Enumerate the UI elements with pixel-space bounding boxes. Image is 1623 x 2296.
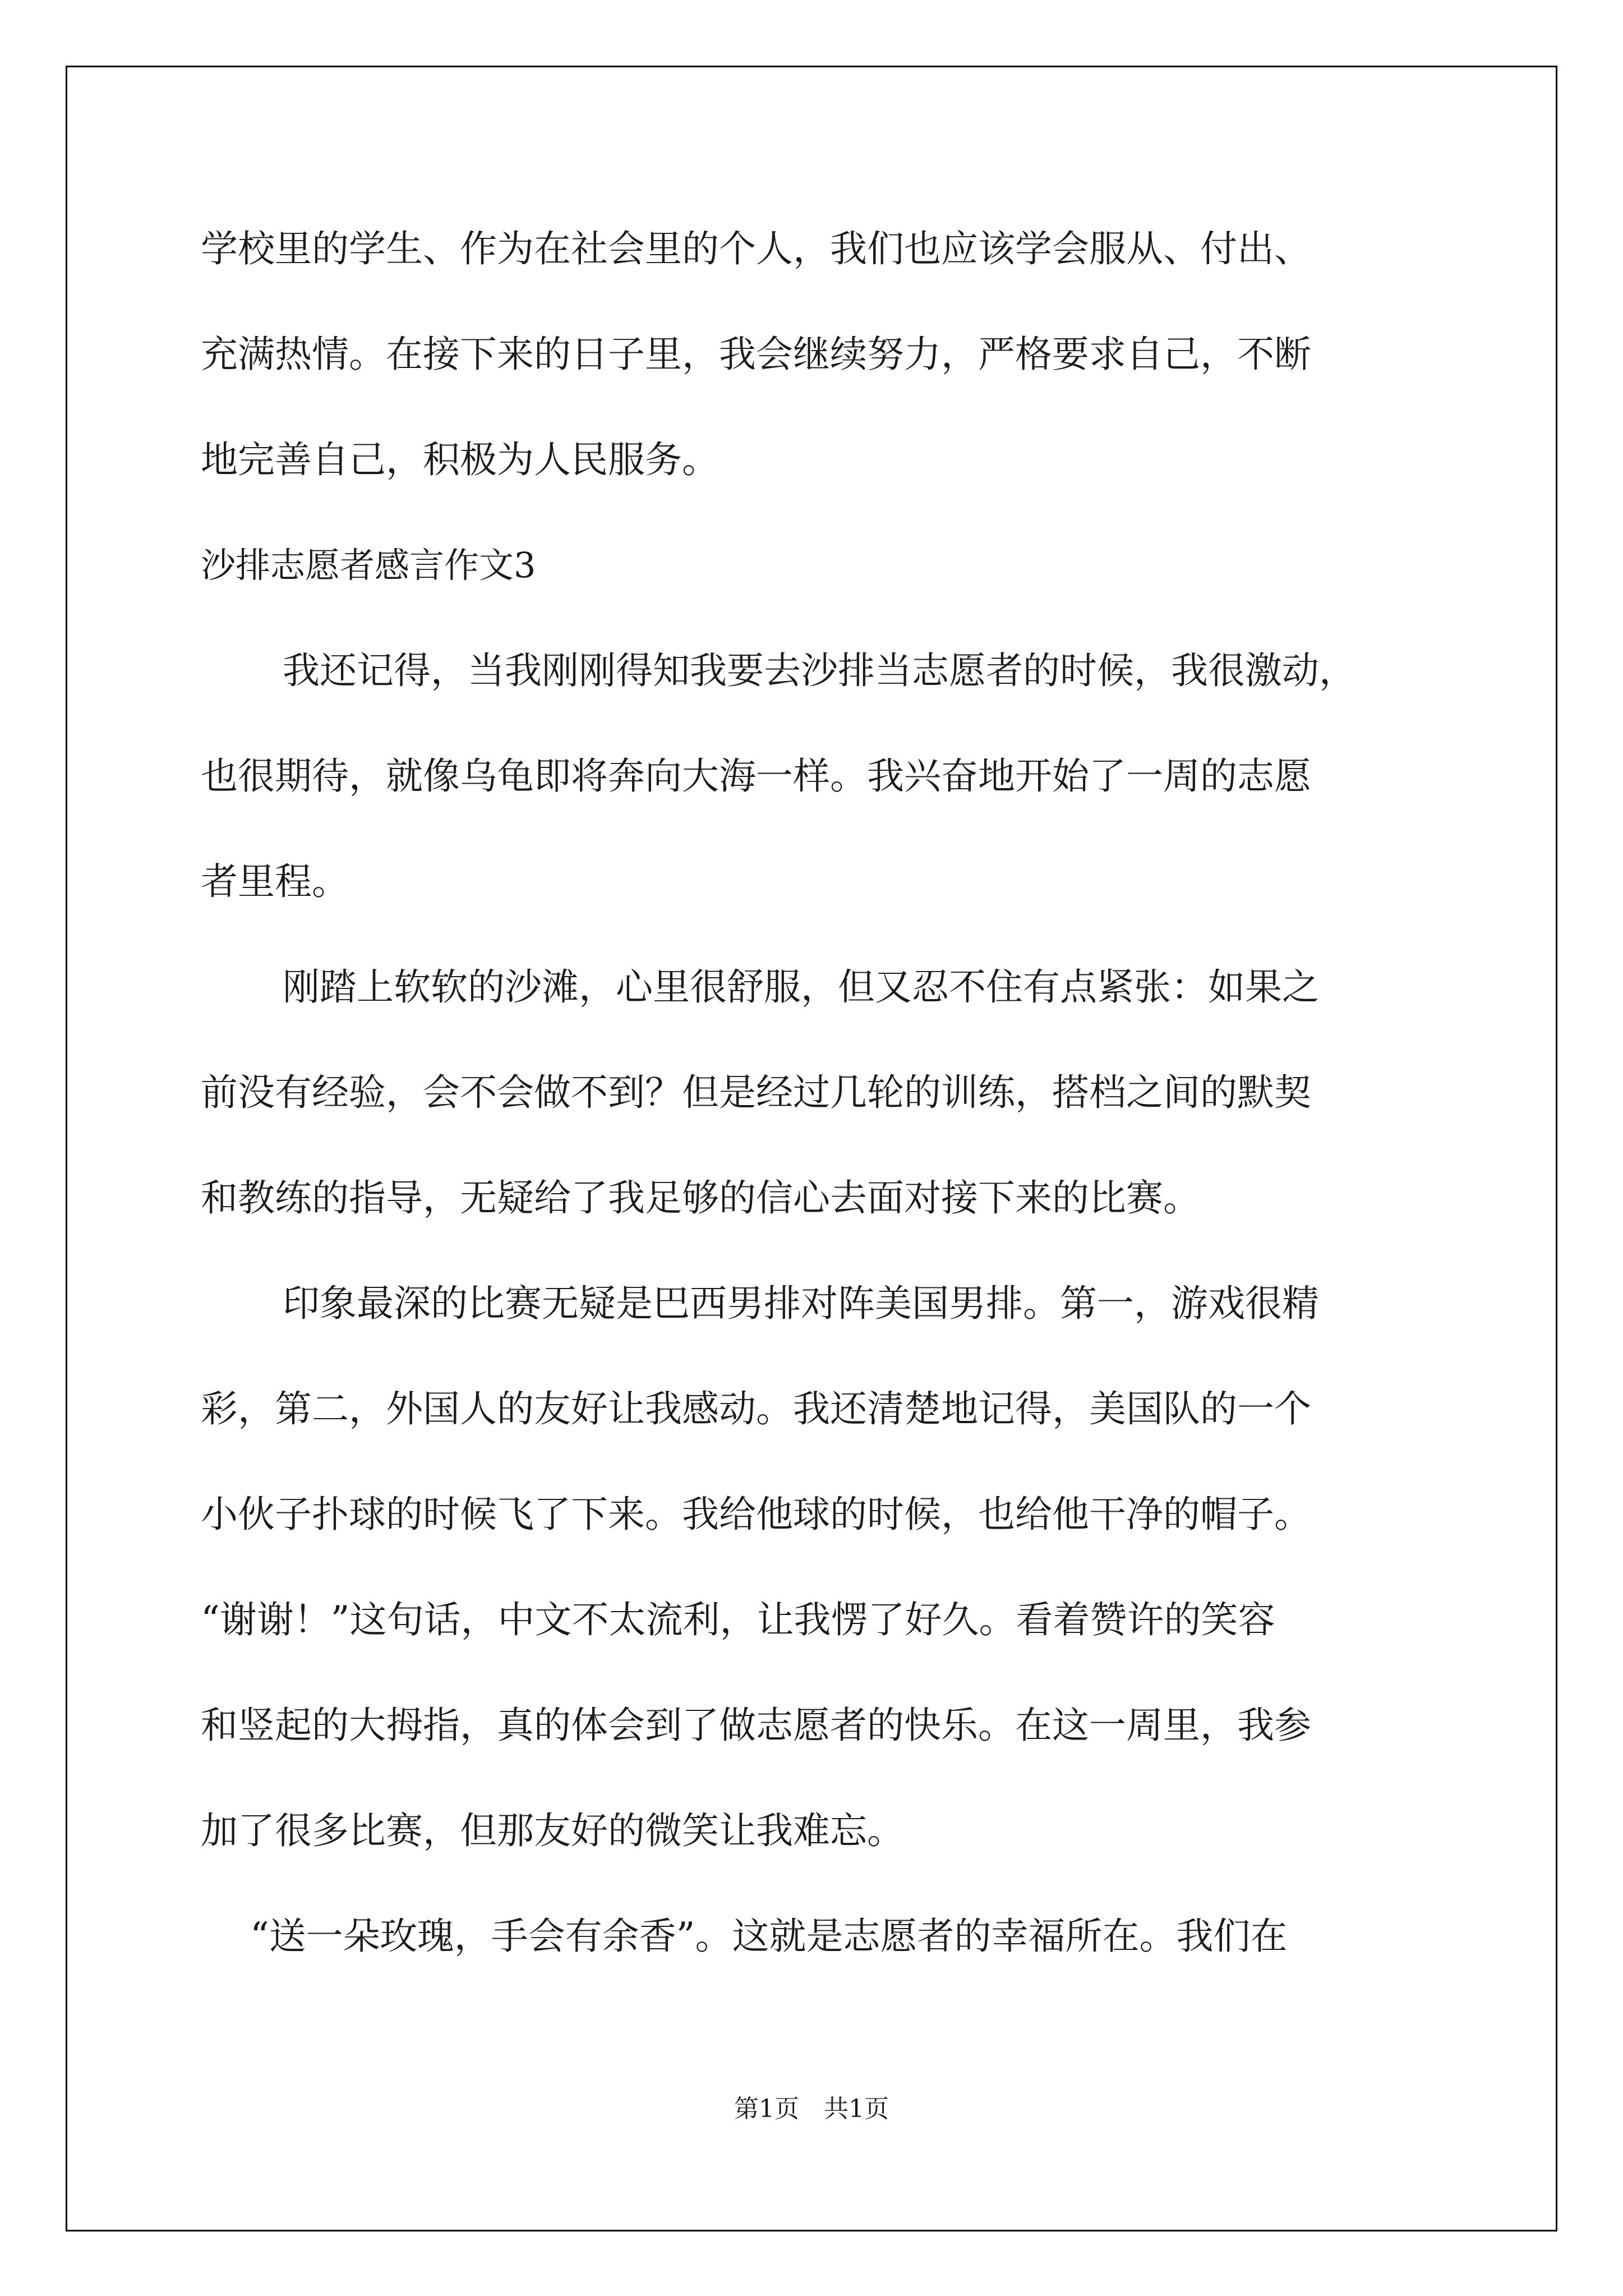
- text-line: 小伙子扑球的时候飞了下来。我给他球的时候，也给他干净的帽子。: [201, 1493, 1311, 1536]
- text-line: 加了很多比赛，但那友好的微笑让我难忘。: [201, 1809, 904, 1852]
- text-line: 学校里的学生、作为在社会里的个人，我们也应该学会服从、付出、: [201, 227, 1311, 270]
- paragraph-first-line: 刚踏上软软的沙滩，心里很舒服，但又忍不住有点紧张：如果之: [283, 965, 1319, 1009]
- section-heading: 沙排志愿者感言作文3: [201, 545, 536, 586]
- page-number-footer: 第1页 共1页: [734, 2095, 889, 2123]
- paragraph-first-line: 我还记得，当我刚刚得知我要去沙排当志愿者的时候，我很激动，: [283, 649, 1356, 692]
- paragraph-first-line: 印象最深的比赛无疑是巴西男排对阵美国男排。第一，游戏很精: [283, 1282, 1319, 1325]
- text-line: 者里程。: [201, 860, 349, 903]
- text-line: 也很期待，就像乌龟即将奔向大海一样。我兴奋地开始了一周的志愿: [201, 754, 1311, 798]
- text-line: “谢谢！”这句话，中文不太流利，让我愣了好久。看着赞许的笑容: [201, 1598, 1275, 1641]
- text-line: 彩，第二，外国人的友好让我感动。我还清楚地记得，美国队的一个: [201, 1387, 1311, 1430]
- text-line: 前没有经验，会不会做不到？但是经过几轮的训练，搭档之间的默契: [201, 1071, 1311, 1114]
- text-line: 地完善自己，积极为人民服务。: [201, 438, 719, 481]
- document-body: [201, 196, 1435, 1989]
- text-line: 和教练的指导，无疑给了我足够的信心去面对接下来的比赛。: [201, 1176, 1200, 1220]
- text-line: 和竖起的大拇指，真的体会到了做志愿者的快乐。在这一周里，我参: [201, 1704, 1311, 1747]
- paragraph-first-line: “送一朵玫瑰，手会有余香”。这就是志愿者的幸福所在。我们在: [250, 1915, 1288, 1958]
- text-line: 充满热情。在接下来的日子里，我会继续努力，严格要求自己，不断: [201, 333, 1311, 376]
